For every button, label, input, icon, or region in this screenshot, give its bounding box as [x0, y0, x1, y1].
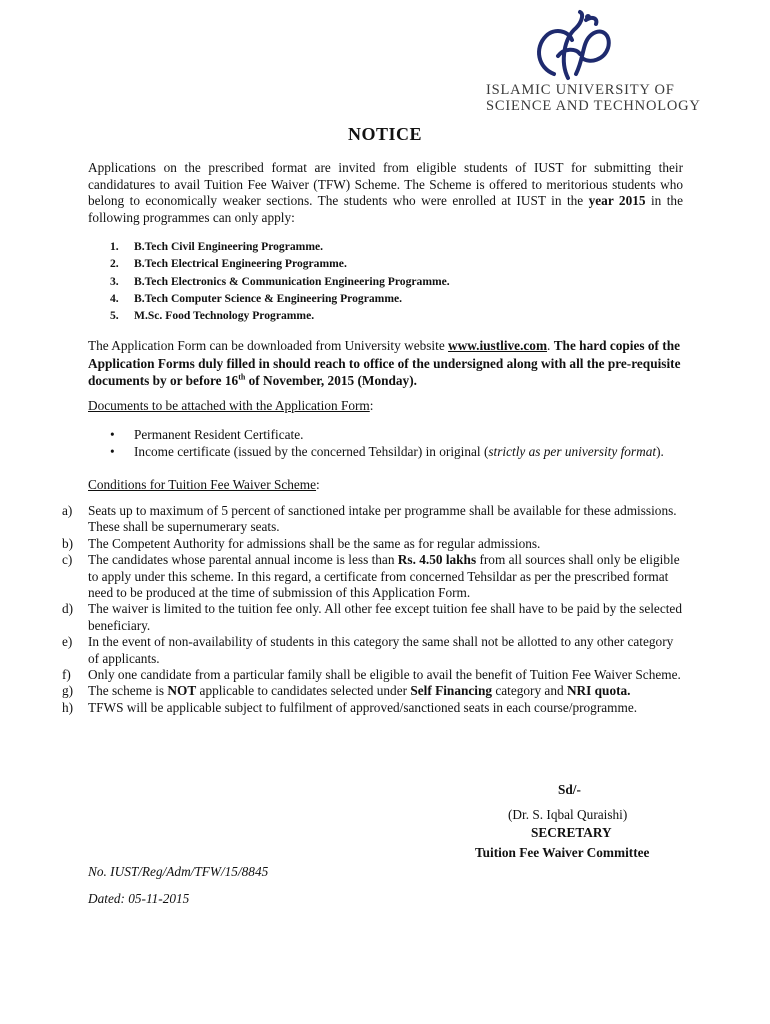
list-item: h) TFWS will be applicable subject to fulfilment of approved/sanctioned seats in each course/programme.	[62, 699, 638, 715]
logo-text-line2: SCIENCE AND TECHNOLOGY	[486, 98, 701, 114]
list-item: 5. M.Sc. Food Technology Programme.	[110, 309, 315, 323]
list-item: f) Only one candidate from a particular family shall be eligible to avail the benefit of Tuition Fee Waiver Scheme.	[62, 667, 681, 683]
documents-heading: Documents to be attached with the Application Form:	[88, 398, 374, 413]
conditions-heading: Conditions for Tuition Fee Waiver Scheme:	[88, 477, 320, 492]
signatory-post: SECRETARY	[531, 825, 612, 840]
notice-title: NOTICE	[347, 124, 422, 144]
list-item: 4. B.Tech Computer Science & Engineering Programme.	[110, 291, 403, 305]
calligraphy-emblem-icon	[524, 8, 616, 84]
list-item: d) The waiver is limited to the tuition fee only. All other fee except tuition fee shall have to be paid by the selected beneficiary.	[62, 601, 682, 633]
signatory-name: (Dr. S. Iqbal Quraishi)	[508, 807, 628, 822]
reference-number: No. IUST/Reg/Adm/TFW/15/8845	[88, 864, 269, 879]
download-paragraph: The Application Form can be downloaded from University website www.iustlive.com. The hard copies of the Application Forms duly filled in should reach to office of the undersigned along with all the pre-requisite documents by or before 16th of November, 2015 (Monday).	[88, 338, 681, 388]
list-item: e) In the event of non-availability of students in this category the same shall not be allotted to any other category of applicants.	[62, 634, 674, 666]
documents-list	[88, 427, 683, 460]
committee-name: Tuition Fee Waiver Committee	[475, 845, 650, 860]
list-item: b) The Competent Authority for admissions shall be the same as for regular admissions.	[62, 535, 541, 551]
bullet-icon: •	[110, 427, 115, 442]
logo-text-line1: ISLAMIC UNIVERSITY OF	[486, 82, 675, 98]
list-item: • Income certificate (issued by the concerned Tehsildar) in original (strictly as per university format).	[110, 443, 664, 459]
conditions-list	[62, 503, 683, 716]
intro-year: year 2015	[588, 193, 646, 209]
list-item: • Permanent Resident Certificate.	[110, 427, 304, 442]
intro-text-end: in the following programmes can only apply:	[88, 193, 683, 225]
list-item: 3. B.Tech Electronics & Communication Engineering Programme.	[110, 274, 450, 288]
notice-date: Dated: 05-11-2015	[88, 891, 190, 906]
website-link[interactable]: www.iustlive.com	[448, 338, 548, 353]
intro-text: Applications on the prescribed format are invited from eligible students of IUST for submitting their candidatures to avail Tuition Fee Waiver (TFW) Scheme. The Scheme is offered to meritorious students who belong to economically weaker sections. The students who were enrolled at IUST in the	[88, 160, 683, 209]
list-item: a) Seats up to maximum of 5 percent of sanctioned intake per programme shall be available for these admissions. These shall be supernumerary seats.	[62, 503, 677, 535]
list-item: c) The candidates whose parental annual income is less than Rs. 4.50 lakhs from all sources shall only be eligible to apply under this scheme. In this regard, a certificate from concerned Tehsildar as per the prescribed format need to be produced at the time of submission of this Application Form.	[62, 552, 680, 601]
bullet-icon: •	[110, 443, 115, 459]
list-item: 2. B.Tech Electrical Engineering Programme.	[110, 257, 347, 271]
list-item: 1. B.Tech Civil Engineering Programme.	[110, 240, 324, 253]
programme-list	[88, 238, 450, 324]
intro-paragraph	[88, 160, 683, 226]
sd-mark: Sd/-	[558, 782, 581, 797]
list-item: g) The scheme is NOT applicable to candidates selected under Self Financing category and NRI quota.	[62, 683, 631, 699]
university-logo	[486, 8, 736, 116]
